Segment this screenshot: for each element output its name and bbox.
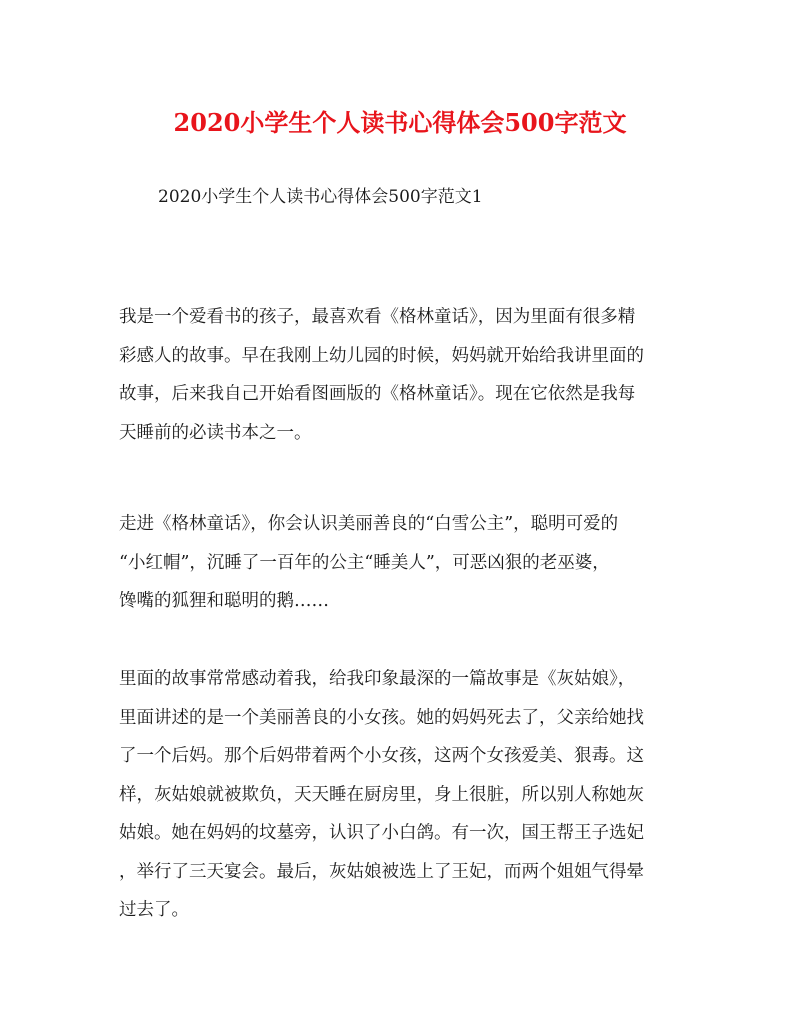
paragraph-line: 里面讲述的是一个美丽善良的小女孩。她的妈妈死去了，父亲给她找 [119, 707, 644, 728]
document-title: 2020小学生个人读书心得体会500字范文 [173, 108, 627, 137]
paragraph-line: 过去了。 [119, 900, 189, 920]
paragraph-line: 样，灰姑娘就被欺负，天天睡在厨房里，身上很脏，所以别人称她灰 [119, 784, 644, 805]
paragraph-3 [119, 660, 689, 930]
paragraph-line: 彩感人的故事。早在我刚上幼儿园的时候，妈妈就开始给我讲里面的 [119, 345, 644, 366]
paragraph-line: ，举行了三天宴会。最后，灰姑娘被选上了王妃，而两个姐姐气得晕 [119, 861, 644, 882]
paragraph-line: 馋嘴的狐狸和聪明的鹅…… [119, 591, 329, 611]
paragraph-line: “小红帽”，沉睡了一百年的公主“睡美人”，可恶凶狠的老巫婆， [119, 552, 610, 573]
paragraph-1 [119, 298, 689, 452]
paragraph-line: 姑娘。她在妈妈的坟墓旁，认识了小白鸽。有一次，国王帮王子选妃 [119, 823, 644, 843]
paragraph-line: 里面的故事常常感动着我，给我印象最深的一篇故事是《灰姑娘》， [119, 669, 636, 689]
paragraph-line: 天睡前的必读书本之一。 [119, 422, 312, 443]
paragraph-line: 了一个后妈。那个后妈带着两个小女孩，这两个女孩爱美、狠毒。这 [119, 746, 644, 766]
paragraph-2 [119, 505, 689, 621]
paragraph-line: 走进《格林童话》，你会认识美丽善良的“白雪公主”，聪明可爱的 [119, 514, 619, 534]
paragraph-line: 故事，后来我自己开始看图画版的《格林童话》。现在它依然是我每 [119, 384, 636, 404]
paragraph-line: 我是一个爱看书的孩子，最喜欢看《格林童话》，因为里面有很多精 [119, 307, 636, 327]
document-subtitle: 2020小学生个人读书心得体会500字范文1 [158, 187, 483, 207]
